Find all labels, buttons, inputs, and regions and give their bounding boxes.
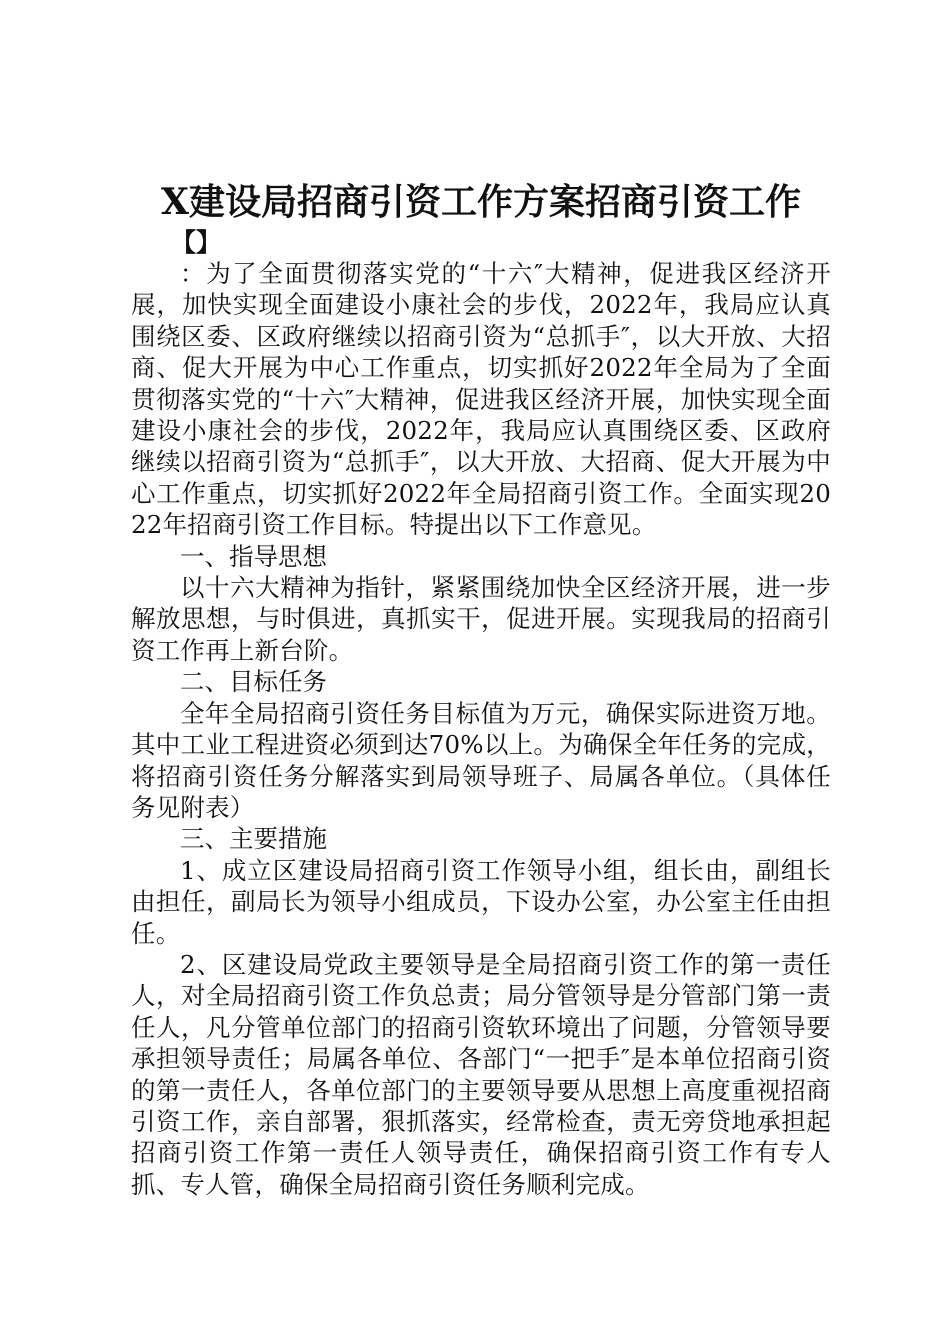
document-title: X建设局招商引资工作方案招商引资工作 xyxy=(161,181,801,223)
title-bracket: 【】 xyxy=(171,228,222,257)
paragraph-intro: ：为了全面贯彻落实党的“十六″大精神，促进我区经济开展，加快实现全面建设小康社会的步伐，2022年，我局应认真围绕区委、区政府继续以招商引资为“总抓手″，以大开放、大招商、促大开展为中心工作重点，切实抓好2022年全局为了全面贯彻落实党的“十六″大精神，促进我区经济开展，加快实现全面建设小康社会的步伐，2022年，我局应认真围绕区委、区政府继续以招商引资为“总抓手″，以大开放、大招商、促大开展为中心工作重点，切实抓好2022年全局招商引资工作。全面实现2022年招商引资工作目标。特提出以下工作意见。 xyxy=(131,259,831,540)
paragraph-guiding-ideology: 以十六大精神为指针，紧紧围绕加快全区经济开展，进一步解放思想，与时俱进，真抓实干，促进开展。实现我局的招商引资工作再上新台阶。 xyxy=(131,573,831,665)
section-heading-measures: 三、主要措施 xyxy=(180,824,327,854)
section-heading-guiding-ideology: 一、指导思想 xyxy=(180,541,327,571)
paragraph-targets: 全年全局招商引资任务目标值为万元，确保实际进资万地。其中工业工程进资必须到达70%以上。为确保全年任务的完成，将招商引资任务分解落实到局领导班子、局属各单位。（具体任务见附表） xyxy=(131,698,831,822)
document-page xyxy=(131,176,831,1200)
paragraph-measure-2: 2、区建设局党政主要领导是全局招商引资工作的第一责任人，对全局招商引资工作负总责；局分管领导是分管部门第一责任人，凡分管单位部门的招商引资软环境出了问题，分管领导要承担领导责任；局属各单位、各部门“一把手″是本单位招商引资的第一责任人，各单位部门的主要领导要从思想上高度重视招商引资工作，亲自部署，狠抓落实，经常检查，责无旁贷地承担起招商引资工作第一责任人领导责任，确保招商引资工作有专人抓、专人管，确保全局招商引资任务顺利完成。 xyxy=(131,949,831,1199)
paragraph-measure-1: 1、成立区建设局招商引资工作领导小组，组长由，副组长由担任，副局长为领导小组成员，下设办公室，办公室主任由担任。 xyxy=(131,855,831,948)
section-heading-targets: 二、目标任务 xyxy=(180,667,327,697)
